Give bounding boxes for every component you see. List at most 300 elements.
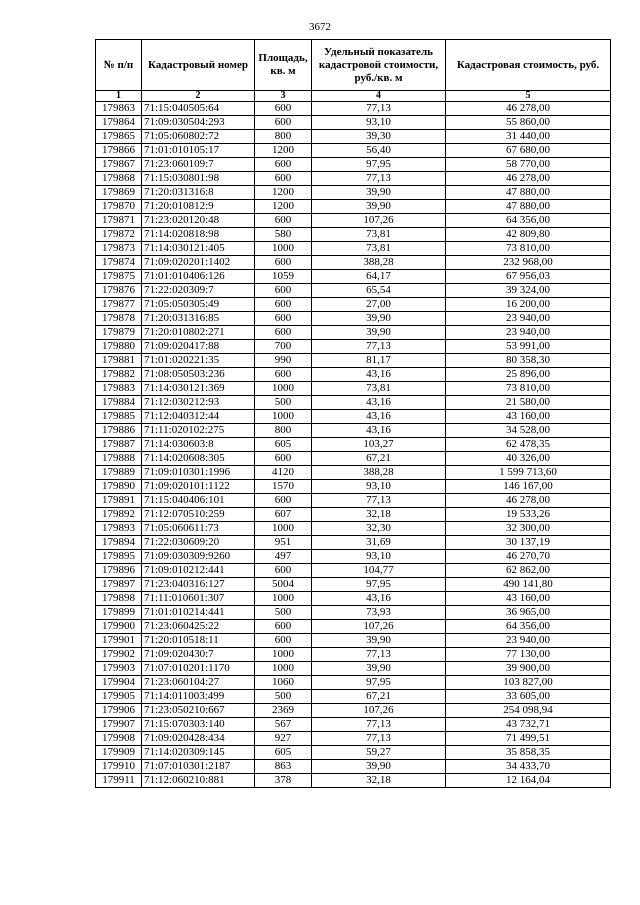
table-row [96, 270, 611, 284]
row-index-cell: 179865 [96, 130, 142, 144]
cadastral-value-cell: 39 324,00 [446, 284, 611, 298]
area-cell: 600 [255, 634, 312, 648]
unit-value-cell: 64,17 [312, 270, 446, 284]
col-header-area: Площадь, кв. м [255, 40, 312, 91]
table-row [96, 354, 611, 368]
area-cell: 800 [255, 424, 312, 438]
cadastral-number-cell: 71:09:030504:293 [142, 116, 255, 130]
cadastral-number-cell: 71:01:010406:126 [142, 270, 255, 284]
row-index-cell: 179891 [96, 494, 142, 508]
table-row [96, 718, 611, 732]
cadastral-number-cell: 71:11:020102:275 [142, 424, 255, 438]
cadastral-value-cell: 46 278,00 [446, 494, 611, 508]
col-header-index: № п/п [96, 40, 142, 91]
cadastral-number-cell: 71:23:060109:7 [142, 158, 255, 172]
unit-value-cell: 32,18 [312, 508, 446, 522]
row-index-cell: 179876 [96, 284, 142, 298]
area-cell: 600 [255, 368, 312, 382]
row-index-cell: 179905 [96, 690, 142, 704]
unit-value-cell: 39,90 [312, 662, 446, 676]
cadastral-number-cell: 71:23:060425:22 [142, 620, 255, 634]
table-row [96, 158, 611, 172]
row-index-cell: 179880 [96, 340, 142, 354]
row-index-cell: 179882 [96, 368, 142, 382]
row-index-cell: 179883 [96, 382, 142, 396]
table-row [96, 606, 611, 620]
row-index-cell: 179863 [96, 102, 142, 116]
table-row [96, 662, 611, 676]
area-cell: 580 [255, 228, 312, 242]
cadastral-number-cell: 71:12:030212:93 [142, 396, 255, 410]
cadastral-value-cell: 40 326,00 [446, 452, 611, 466]
table-row [96, 284, 611, 298]
row-index-cell: 179900 [96, 620, 142, 634]
cadastral-number-cell: 71:09:010301:1996 [142, 466, 255, 480]
cadastral-number-cell: 71:14:020818:98 [142, 228, 255, 242]
unit-value-cell: 43,16 [312, 410, 446, 424]
cadastral-number-cell: 71:05:060802:72 [142, 130, 255, 144]
unit-value-cell: 73,81 [312, 382, 446, 396]
row-index-cell: 179868 [96, 172, 142, 186]
cadastral-value-cell: 71 499,51 [446, 732, 611, 746]
cadastral-number-cell: 71:20:031316:85 [142, 312, 255, 326]
cadastral-value-cell: 31 440,00 [446, 130, 611, 144]
area-cell: 607 [255, 508, 312, 522]
area-cell: 600 [255, 172, 312, 186]
area-cell: 497 [255, 550, 312, 564]
area-cell: 1200 [255, 200, 312, 214]
cadastral-number-cell: 71:14:011003:499 [142, 690, 255, 704]
table-row [96, 172, 611, 186]
cadastral-number-cell: 71:20:010812:9 [142, 200, 255, 214]
cadastral-number-cell: 71:23:020120:48 [142, 214, 255, 228]
table-row [96, 620, 611, 634]
unit-value-cell: 77,13 [312, 172, 446, 186]
row-index-cell: 179884 [96, 396, 142, 410]
unit-value-cell: 67,21 [312, 452, 446, 466]
area-cell: 1000 [255, 242, 312, 256]
area-cell: 4120 [255, 466, 312, 480]
cadastral-number-cell: 71:12:070510:259 [142, 508, 255, 522]
cadastral-value-cell: 64 356,00 [446, 214, 611, 228]
table-row [96, 564, 611, 578]
unit-value-cell: 97,95 [312, 676, 446, 690]
unit-value-cell: 77,13 [312, 718, 446, 732]
unit-value-cell: 97,95 [312, 578, 446, 592]
row-index-cell: 179895 [96, 550, 142, 564]
cadastral-number-cell: 71:12:040312:44 [142, 410, 255, 424]
unit-value-cell: 39,90 [312, 634, 446, 648]
table-row [96, 116, 611, 130]
unit-value-cell: 388,28 [312, 256, 446, 270]
table-row [96, 466, 611, 480]
area-cell: 600 [255, 312, 312, 326]
area-cell: 927 [255, 732, 312, 746]
cadastral-number-cell: 71:09:030309:9260 [142, 550, 255, 564]
cadastral-value-cell: 42 809,80 [446, 228, 611, 242]
area-cell: 1570 [255, 480, 312, 494]
area-cell: 863 [255, 760, 312, 774]
unit-value-cell: 104,77 [312, 564, 446, 578]
cadastral-number-cell: 71:15:040406:101 [142, 494, 255, 508]
cadastral-value-cell: 62 862,00 [446, 564, 611, 578]
cadastral-value-cell: 32 300,00 [446, 522, 611, 536]
table-row [96, 368, 611, 382]
unit-value-cell: 67,21 [312, 690, 446, 704]
col-number: 2 [142, 91, 255, 102]
table-row [96, 578, 611, 592]
table-row [96, 340, 611, 354]
row-index-cell: 179887 [96, 438, 142, 452]
area-cell: 800 [255, 130, 312, 144]
row-index-cell: 179873 [96, 242, 142, 256]
cadastral-value-cell: 47 880,00 [446, 186, 611, 200]
row-index-cell: 179886 [96, 424, 142, 438]
row-index-cell: 179867 [96, 158, 142, 172]
unit-value-cell: 77,13 [312, 494, 446, 508]
unit-value-cell: 39,90 [312, 186, 446, 200]
unit-value-cell: 39,90 [312, 312, 446, 326]
row-index-cell: 179877 [96, 298, 142, 312]
cadastral-value-cell: 55 860,00 [446, 116, 611, 130]
area-cell: 600 [255, 158, 312, 172]
area-cell: 1000 [255, 382, 312, 396]
col-number: 1 [96, 91, 142, 102]
area-cell: 700 [255, 340, 312, 354]
cadastral-value-cell: 146 167,00 [446, 480, 611, 494]
row-index-cell: 179893 [96, 522, 142, 536]
unit-value-cell: 388,28 [312, 466, 446, 480]
unit-value-cell: 59,27 [312, 746, 446, 760]
col-header-unit-value: Удельный показатель кадастровой стоимости, руб./кв. м [312, 40, 446, 91]
page-number: 3672 [309, 21, 331, 33]
unit-value-cell: 93,10 [312, 116, 446, 130]
header-row [96, 40, 611, 91]
cadastral-value-cell: 1 599 713,60 [446, 466, 611, 480]
row-index-cell: 179906 [96, 704, 142, 718]
row-index-cell: 179901 [96, 634, 142, 648]
row-index-cell: 179897 [96, 578, 142, 592]
table-row [96, 144, 611, 158]
table-row [96, 746, 611, 760]
cadastral-number-cell: 71:14:020309:145 [142, 746, 255, 760]
unit-value-cell: 93,10 [312, 480, 446, 494]
unit-value-cell: 103,27 [312, 438, 446, 452]
unit-value-cell: 107,26 [312, 704, 446, 718]
table-row [96, 298, 611, 312]
cadastral-value-cell: 67 956,03 [446, 270, 611, 284]
unit-value-cell: 93,10 [312, 550, 446, 564]
area-cell: 1000 [255, 522, 312, 536]
cadastral-value-cell: 77 130,00 [446, 648, 611, 662]
cadastral-number-cell: 71:20:010802:271 [142, 326, 255, 340]
row-index-cell: 179892 [96, 508, 142, 522]
cadastral-number-cell: 71:07:010201:1170 [142, 662, 255, 676]
cadastral-value-cell: 43 160,00 [446, 410, 611, 424]
row-index-cell: 179872 [96, 228, 142, 242]
area-cell: 500 [255, 396, 312, 410]
unit-value-cell: 77,13 [312, 102, 446, 116]
cadastral-value-cell: 30 137,19 [446, 536, 611, 550]
col-number: 4 [312, 91, 446, 102]
unit-value-cell: 31,69 [312, 536, 446, 550]
row-index-cell: 179907 [96, 718, 142, 732]
col-number: 3 [255, 91, 312, 102]
cadastral-value-cell: 23 940,00 [446, 634, 611, 648]
table-row [96, 536, 611, 550]
table-row [96, 480, 611, 494]
cadastral-value-cell: 46 270,70 [446, 550, 611, 564]
row-index-cell: 179870 [96, 200, 142, 214]
area-cell: 1060 [255, 676, 312, 690]
cadastral-value-cell: 64 356,00 [446, 620, 611, 634]
table-row [96, 452, 611, 466]
cadastral-number-cell: 71:14:020608:305 [142, 452, 255, 466]
cadastral-value-cell: 232 968,00 [446, 256, 611, 270]
cadastral-number-cell: 71:23:060104:27 [142, 676, 255, 690]
cadastral-value-cell: 12 164,04 [446, 774, 611, 788]
area-cell: 600 [255, 452, 312, 466]
area-cell: 1000 [255, 648, 312, 662]
area-cell: 2369 [255, 704, 312, 718]
table-row [96, 410, 611, 424]
cadastral-number-cell: 71:01:010105:17 [142, 144, 255, 158]
unit-value-cell: 43,16 [312, 368, 446, 382]
row-index-cell: 179896 [96, 564, 142, 578]
cadastral-value-cell: 46 278,00 [446, 172, 611, 186]
row-index-cell: 179864 [96, 116, 142, 130]
cadastral-value-cell: 490 141,80 [446, 578, 611, 592]
cadastral-number-cell: 71:22:030609:20 [142, 536, 255, 550]
cadastral-value-cell: 16 200,00 [446, 298, 611, 312]
table-row [96, 522, 611, 536]
area-cell: 600 [255, 564, 312, 578]
cadastral-number-cell: 71:15:040505:64 [142, 102, 255, 116]
area-cell: 1200 [255, 144, 312, 158]
unit-value-cell: 73,81 [312, 228, 446, 242]
row-index-cell: 179899 [96, 606, 142, 620]
row-index-cell: 179889 [96, 466, 142, 480]
cadastral-value-cell: 34 433,70 [446, 760, 611, 774]
table-row [96, 214, 611, 228]
cadastral-value-cell: 53 991,00 [446, 340, 611, 354]
unit-value-cell: 43,16 [312, 424, 446, 438]
cadastral-number-cell: 71:05:050305:49 [142, 298, 255, 312]
unit-value-cell: 81,17 [312, 354, 446, 368]
table-row [96, 186, 611, 200]
cadastral-number-cell: 71:23:050210:667 [142, 704, 255, 718]
unit-value-cell: 77,13 [312, 340, 446, 354]
table-row [96, 424, 611, 438]
cadastral-number-cell: 71:11:010601:307 [142, 592, 255, 606]
cadastral-value-cell: 33 605,00 [446, 690, 611, 704]
cadastral-value-cell: 23 940,00 [446, 326, 611, 340]
area-cell: 1059 [255, 270, 312, 284]
cadastral-number-cell: 71:15:030801:98 [142, 172, 255, 186]
area-cell: 605 [255, 746, 312, 760]
row-index-cell: 179885 [96, 410, 142, 424]
cadastral-number-cell: 71:14:030121:405 [142, 242, 255, 256]
table-row [96, 494, 611, 508]
area-cell: 1000 [255, 410, 312, 424]
table-row [96, 704, 611, 718]
cadastral-number-cell: 71:14:030603:8 [142, 438, 255, 452]
row-index-cell: 179879 [96, 326, 142, 340]
row-index-cell: 179888 [96, 452, 142, 466]
table-row [96, 760, 611, 774]
cadastral-number-cell: 71:22:020309:7 [142, 284, 255, 298]
unit-value-cell: 39,90 [312, 326, 446, 340]
unit-value-cell: 43,16 [312, 592, 446, 606]
col-header-cadastral-value: Кадастровая стоимость, руб. [446, 40, 611, 91]
unit-value-cell: 39,90 [312, 760, 446, 774]
cadastral-number-cell: 71:09:020417:88 [142, 340, 255, 354]
row-index-cell: 179871 [96, 214, 142, 228]
table-row [96, 592, 611, 606]
area-cell: 1200 [255, 186, 312, 200]
cadastral-number-cell: 71:09:010212:441 [142, 564, 255, 578]
cadastral-value-cell: 39 900,00 [446, 662, 611, 676]
cadastral-value-cell: 67 680,00 [446, 144, 611, 158]
table-row [96, 382, 611, 396]
table-row [96, 438, 611, 452]
table-row [96, 130, 611, 144]
cadastral-number-cell: 71:09:020430:7 [142, 648, 255, 662]
unit-value-cell: 39,90 [312, 200, 446, 214]
row-index-cell: 179881 [96, 354, 142, 368]
table-row [96, 550, 611, 564]
table-row [96, 242, 611, 256]
cadastral-value-cell: 21 580,00 [446, 396, 611, 410]
cadastral-value-cell: 23 940,00 [446, 312, 611, 326]
cadastral-number-cell: 71:09:020101:1122 [142, 480, 255, 494]
unit-value-cell: 77,13 [312, 648, 446, 662]
cadastral-value-cell: 46 278,00 [446, 102, 611, 116]
cadastral-number-cell: 71:05:060611:73 [142, 522, 255, 536]
cadastral-number-cell: 71:12:060210:881 [142, 774, 255, 788]
row-index-cell: 179903 [96, 662, 142, 676]
cadastral-table [95, 39, 611, 788]
table-row [96, 312, 611, 326]
table-row [96, 508, 611, 522]
cadastral-value-cell: 80 358,30 [446, 354, 611, 368]
cadastral-number-cell: 71:09:020428:434 [142, 732, 255, 746]
cadastral-number-cell: 71:23:040316:127 [142, 578, 255, 592]
cadastral-number-cell: 71:20:031316:8 [142, 186, 255, 200]
cadastral-value-cell: 254 098,94 [446, 704, 611, 718]
area-cell: 600 [255, 298, 312, 312]
cadastral-number-cell: 71:01:020221:35 [142, 354, 255, 368]
area-cell: 378 [255, 774, 312, 788]
cadastral-value-cell: 25 896,00 [446, 368, 611, 382]
table-row [96, 676, 611, 690]
cadastral-value-cell: 43 732,71 [446, 718, 611, 732]
unit-value-cell: 107,26 [312, 214, 446, 228]
cadastral-value-cell: 47 880,00 [446, 200, 611, 214]
table-row [96, 690, 611, 704]
unit-value-cell: 107,26 [312, 620, 446, 634]
unit-value-cell: 65,54 [312, 284, 446, 298]
cadastral-number-cell: 71:01:010214:441 [142, 606, 255, 620]
cadastral-value-cell: 62 478,35 [446, 438, 611, 452]
unit-value-cell: 77,13 [312, 732, 446, 746]
table-row [96, 648, 611, 662]
col-header-cadastral-number: Кадастровый номер [142, 40, 255, 91]
row-index-cell: 179902 [96, 648, 142, 662]
cadastral-value-cell: 36 965,00 [446, 606, 611, 620]
cadastral-value-cell: 58 770,00 [446, 158, 611, 172]
area-cell: 951 [255, 536, 312, 550]
table-row [96, 228, 611, 242]
row-index-cell: 179894 [96, 536, 142, 550]
table-body [96, 102, 611, 788]
row-index-cell: 179890 [96, 480, 142, 494]
cadastral-number-cell: 71:20:010518:11 [142, 634, 255, 648]
table-row [96, 634, 611, 648]
row-index-cell: 179904 [96, 676, 142, 690]
cadastral-number-cell: 71:15:070303:140 [142, 718, 255, 732]
area-cell: 5004 [255, 578, 312, 592]
cadastral-number-cell: 71:14:030121:369 [142, 382, 255, 396]
area-cell: 500 [255, 606, 312, 620]
unit-value-cell: 73,81 [312, 242, 446, 256]
row-index-cell: 179908 [96, 732, 142, 746]
row-index-cell: 179878 [96, 312, 142, 326]
cadastral-value-cell: 73 810,00 [446, 242, 611, 256]
unit-value-cell: 32,18 [312, 774, 446, 788]
table-row [96, 774, 611, 788]
table-row [96, 256, 611, 270]
cadastral-number-cell: 71:07:010301:2187 [142, 760, 255, 774]
row-index-cell: 179909 [96, 746, 142, 760]
unit-value-cell: 32,30 [312, 522, 446, 536]
table-row [96, 102, 611, 116]
cadastral-value-cell: 35 858,35 [446, 746, 611, 760]
area-cell: 990 [255, 354, 312, 368]
area-cell: 600 [255, 494, 312, 508]
row-index-cell: 179875 [96, 270, 142, 284]
table-row [96, 326, 611, 340]
area-cell: 600 [255, 284, 312, 298]
unit-value-cell: 97,95 [312, 158, 446, 172]
area-cell: 600 [255, 256, 312, 270]
area-cell: 1000 [255, 592, 312, 606]
row-index-cell: 179866 [96, 144, 142, 158]
area-cell: 600 [255, 214, 312, 228]
row-index-cell: 179869 [96, 186, 142, 200]
area-cell: 1000 [255, 662, 312, 676]
row-index-cell: 179910 [96, 760, 142, 774]
row-index-cell: 179874 [96, 256, 142, 270]
area-cell: 600 [255, 116, 312, 130]
unit-value-cell: 56,40 [312, 144, 446, 158]
area-cell: 600 [255, 102, 312, 116]
area-cell: 605 [255, 438, 312, 452]
area-cell: 500 [255, 690, 312, 704]
area-cell: 600 [255, 326, 312, 340]
cadastral-value-cell: 103 827,00 [446, 676, 611, 690]
table-row [96, 396, 611, 410]
area-cell: 567 [255, 718, 312, 732]
row-index-cell: 179898 [96, 592, 142, 606]
cadastral-value-cell: 73 810,00 [446, 382, 611, 396]
unit-value-cell: 73,93 [312, 606, 446, 620]
unit-value-cell: 39,30 [312, 130, 446, 144]
area-cell: 600 [255, 620, 312, 634]
column-number-row [96, 91, 611, 102]
cadastral-number-cell: 71:08:050503:236 [142, 368, 255, 382]
unit-value-cell: 43,16 [312, 396, 446, 410]
